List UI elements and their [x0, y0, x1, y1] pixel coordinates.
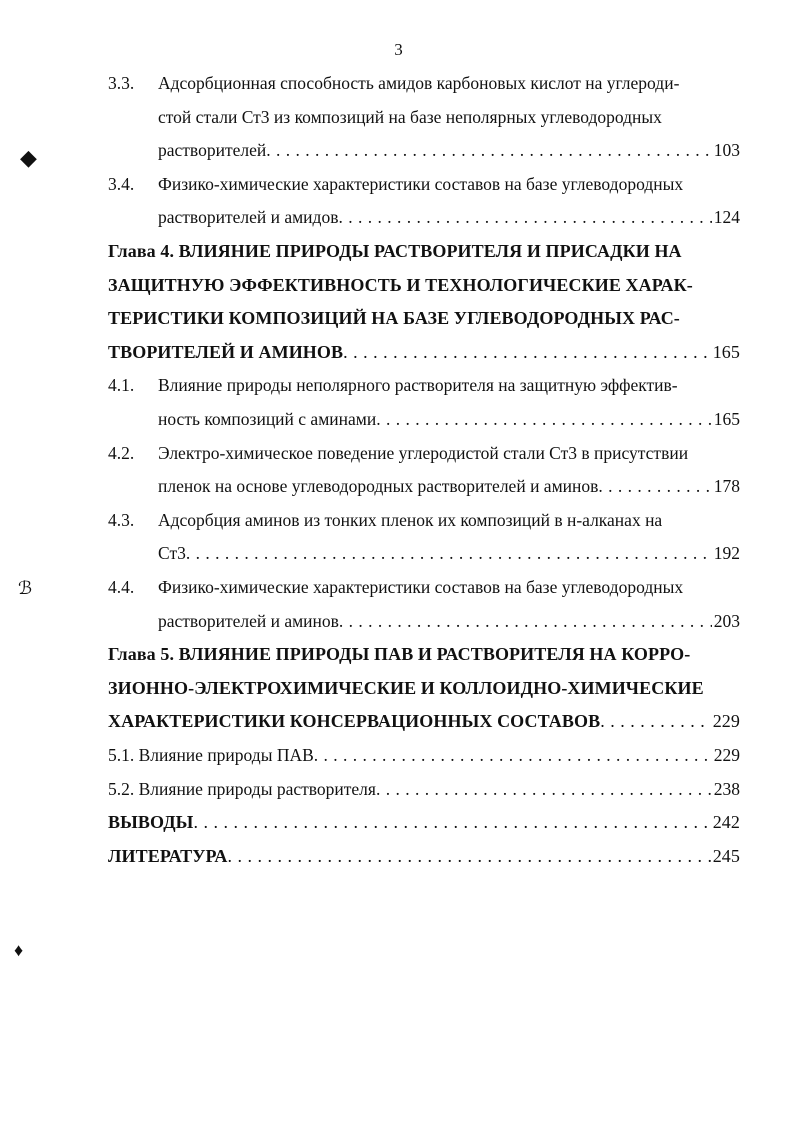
section-number: 4.1.	[108, 375, 135, 396]
entry-title: ЛИТЕРАТУРА	[108, 845, 228, 866]
entry-title: ность композиций с аминами	[158, 409, 377, 429]
page-ref: 165	[712, 341, 740, 362]
entry-title: пленок на основе углеводородных растворителей и аминов	[158, 476, 599, 497]
page-ref: 245	[712, 845, 740, 866]
leader-line	[108, 335, 740, 369]
leader-line	[158, 133, 740, 167]
entry-title: 5.1. Влияние природы ПАВ	[108, 745, 314, 765]
line-text: Адсорбционная способность амидов карбоновых кислот на углероди-	[158, 73, 680, 93]
leader-line	[108, 839, 740, 873]
toc-chapter-entry[interactable]	[108, 335, 740, 369]
toc-chapter-entry[interactable]	[108, 704, 740, 738]
page-ref: 238	[713, 778, 740, 799]
dot-leader	[227, 839, 710, 873]
page-ref: 165	[713, 409, 740, 429]
line-text: Электро-химическое поведение углеродистой стали Ст3 в присутствии	[158, 442, 689, 463]
entry-title: растворителей и аминов	[158, 610, 339, 631]
line-text: ЗАЩИТНУЮ ЭФФЕКТИВНОСТЬ И ТЕХНОЛОГИЧЕСКИЕ ХАРАК-	[108, 274, 693, 295]
entry-title: 5.2. Влияние природы растворителя	[108, 778, 376, 799]
line-text: ТЕРИСТИКИ КОМПОЗИЦИЙ НА БАЗЕ УГЛЕВОДОРОДНЫХ РАС-	[108, 308, 680, 329]
dot-leader	[339, 604, 712, 638]
page-ref: 229	[713, 745, 740, 765]
toc-entry[interactable]	[108, 738, 740, 772]
toc-entry[interactable]	[158, 200, 740, 234]
toc-entry[interactable]	[158, 536, 740, 570]
line-text: Физико-химические характеристики составов на базе углеводородных	[158, 173, 684, 194]
page-ref: 242	[712, 812, 740, 833]
section-number: 3.3.	[108, 73, 135, 93]
page-ref: 178	[713, 476, 740, 497]
leader-line	[108, 772, 740, 806]
entry-title: ВЫВОДЫ	[108, 812, 194, 833]
page-ref: 229	[712, 711, 740, 732]
entry-title: ХАРАКТЕРИСТИКИ КОНСЕРВАЦИОННЫХ СОСТАВОВ	[108, 711, 601, 732]
page-ref: 103	[713, 140, 740, 161]
toc-entry[interactable]	[158, 133, 740, 167]
entry-title: Ст3	[158, 543, 186, 564]
page-ref: 192	[713, 543, 740, 564]
line-text: Глава 5. ВЛИЯНИЕ ПРИРОДЫ ПАВ И РАСТВОРИТЕЛЯ НА КОРРО-	[108, 644, 691, 665]
page-number: 3	[394, 40, 403, 59]
dot-leader	[193, 805, 710, 839]
dot-leader	[314, 738, 712, 772]
section-title-line	[108, 66, 740, 100]
dot-leader	[376, 772, 712, 806]
chapter-title-line	[108, 234, 740, 268]
entry-title: растворителей и амидов	[158, 207, 339, 228]
leader-line	[108, 805, 740, 839]
dot-leader	[600, 704, 710, 738]
toc-chapter-entry[interactable]	[108, 805, 740, 839]
page-ref: 124	[713, 207, 740, 228]
section-title-line	[158, 100, 740, 134]
line-text: Влияние природы неполярного растворителя на защитную эффектив-	[158, 375, 678, 396]
leader-line	[108, 704, 740, 738]
section-title-line	[108, 167, 740, 201]
toc-chapter-entry[interactable]	[108, 839, 740, 873]
line-text: Физико-химические характеристики составов на базе углеводородных	[158, 577, 684, 597]
line-text: стой стали Ст3 из композиций на базе неполярных углеводородных	[158, 106, 662, 127]
dot-leader	[598, 469, 711, 503]
section-title-line	[108, 503, 740, 537]
chapter-title-line	[108, 671, 740, 705]
entry-title: растворителей	[158, 140, 267, 161]
leader-line	[158, 469, 740, 503]
page-ref: 203	[713, 610, 740, 631]
dot-leader	[186, 536, 712, 570]
line-text: Глава 4. ВЛИЯНИЕ ПРИРОДЫ РАСТВОРИТЕЛЯ И ПРИСАДКИ НА	[108, 241, 682, 261]
dot-leader	[266, 133, 712, 167]
section-title-line	[108, 570, 740, 604]
dot-leader	[376, 402, 712, 436]
margin-mark-icon: ♦	[14, 940, 24, 960]
chapter-title-line	[108, 301, 740, 335]
toc-entry[interactable]	[108, 772, 740, 806]
leader-line	[158, 604, 740, 638]
section-number: 4.2.	[108, 442, 135, 463]
section-number: 4.4.	[108, 577, 135, 597]
leader-line	[158, 200, 740, 234]
dot-leader	[343, 335, 711, 369]
line-text: ЗИОННО-ЭЛЕКТРОХИМИЧЕСКИЕ И КОЛЛОИДНО-ХИМИЧЕСКИЕ	[108, 677, 704, 698]
section-number: 3.4.	[108, 173, 135, 194]
toc-entry[interactable]	[158, 469, 740, 503]
toc-entry[interactable]	[158, 402, 740, 436]
entry-title: ТВОРИТЕЛЕЙ И АМИНОВ	[108, 341, 344, 362]
margin-mark-icon: ℬ	[18, 578, 33, 598]
section-title-line	[108, 368, 740, 402]
line-text: Адсорбция аминов из тонких пленок их композиций в н-алканах на	[158, 509, 663, 530]
toc-entry[interactable]	[158, 604, 740, 638]
chapter-title-line	[108, 268, 740, 302]
margin-mark-icon: ◆	[20, 145, 37, 170]
section-number: 4.3.	[108, 509, 135, 530]
section-title-line	[108, 436, 740, 470]
chapter-title-line	[108, 637, 740, 671]
leader-line	[108, 738, 740, 772]
dot-leader	[338, 200, 711, 234]
leader-line	[158, 536, 740, 570]
leader-line	[158, 402, 740, 436]
